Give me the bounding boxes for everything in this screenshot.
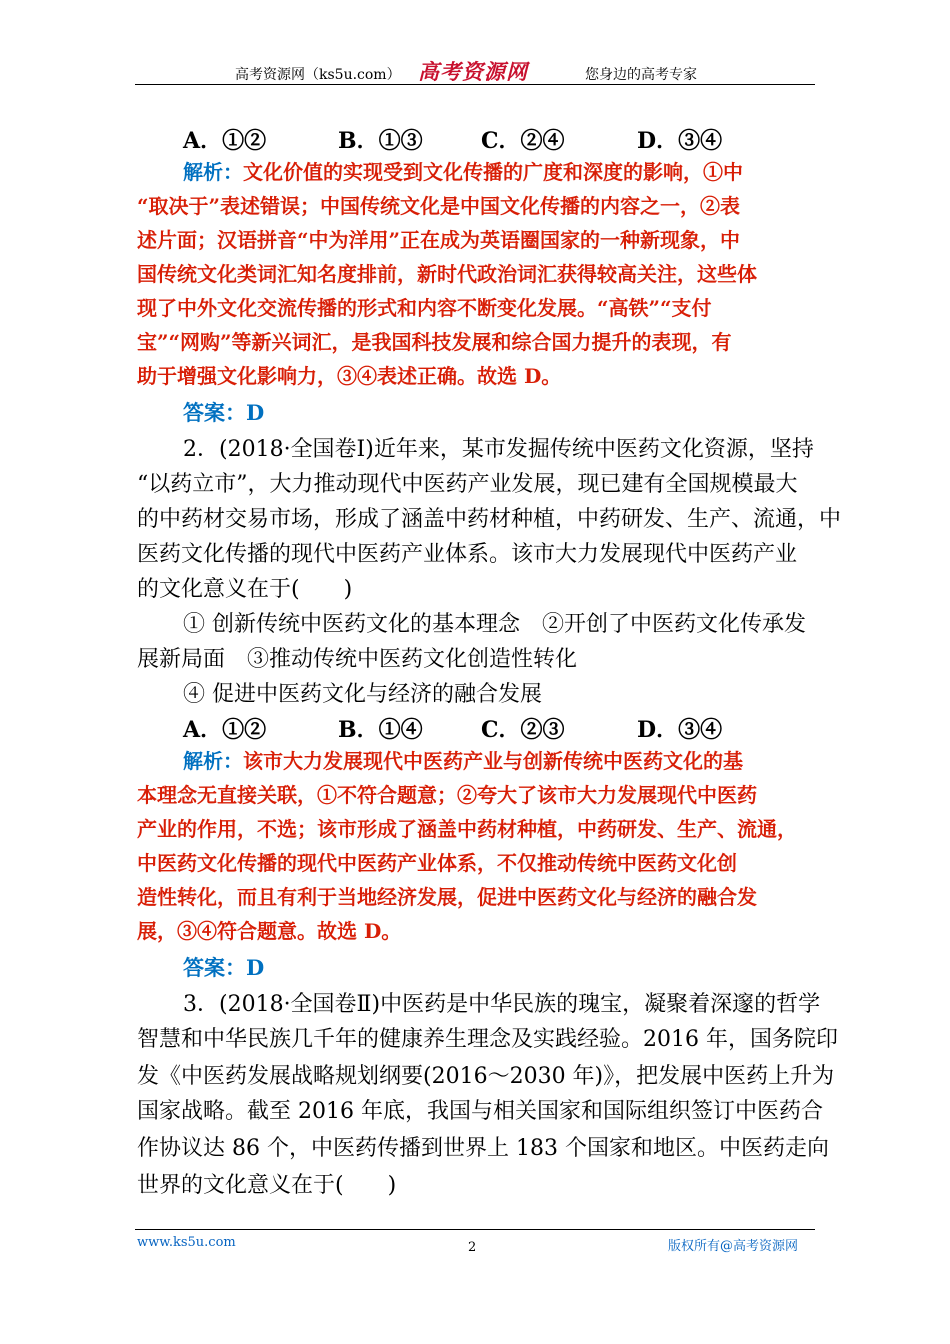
stem-line: 智慧和中华民族几千年的健康养生理念及实践经验。2016 年，国务院印 [137, 1027, 838, 1052]
stem-line: 发《中医药发展战略规划纲要(2016～2030 年)》，把发展中医药上升为 [137, 1064, 835, 1089]
q2-answer: 答案：D [183, 955, 265, 980]
stem-line: 的文化意义在于( ) [137, 577, 353, 602]
analysis-line: 该市大力发展现代中医药产业与创新传统中医药文化的基 [243, 749, 743, 773]
q1-option-c: C．②④ [481, 128, 565, 154]
stem-line: 世界的文化意义在于( ) [137, 1173, 397, 1198]
q2-option-a: A．①② [183, 717, 267, 743]
analysis-line: 展，③④符合题意。故选 D。 [137, 919, 402, 943]
q1-analysis-label: 解析： [183, 160, 243, 184]
q1-option-d: D．③④ [637, 128, 723, 154]
item-line: 展新局面 ③推动传统中医药文化创造性转化 [137, 647, 578, 672]
analysis-line: 造性转化，而且有利于当地经济发展，促进中医药文化与经济的融合发 [137, 885, 757, 909]
stem-line: 的中药材交易市场，形成了涵盖中药材种植，中药研发、生产、流通，中 [137, 507, 842, 532]
q1-option-a: A．①② [183, 128, 267, 154]
footer-site-link[interactable]: www.ks5u.com [137, 1235, 236, 1250]
q1-option-b: B．①③ [338, 128, 423, 154]
analysis-line: “取决于”表述错误；中国传统文化是中国文化传播的内容之一，②表 [137, 194, 741, 218]
analysis-line: 现了中外文化交流传播的形式和内容不断变化发展。“高铁”“支付 [137, 296, 712, 320]
footer-copyright: 版权所有@高考资源网 [668, 1239, 799, 1254]
header-site-name: 高考资源网（ks5u.com） [235, 67, 401, 83]
q2-analysis-label: 解析： [183, 749, 243, 773]
header-logo: 高考资源网 [418, 59, 528, 84]
stem-line: 作协议达 86 个，中医药传播到世界上 183 个国家和地区。中医药走向 [137, 1136, 829, 1161]
analysis-line: 文化价值的实现受到文化传播的广度和深度的影响，①中 [243, 160, 743, 184]
analysis-line: 国传统文化类词汇知名度排前，新时代政治词汇获得较高关注，这些体 [137, 262, 757, 286]
item-line: ① 创新传统中医药文化的基本理念 ②开创了中医药文化传承发 [183, 612, 806, 637]
analysis-line: 助于增强文化影响力，③④表述正确。故选 D。 [137, 364, 562, 388]
header-slogan: 您身边的高考专家 [585, 67, 697, 83]
q2-option-b: B．①④ [338, 717, 423, 743]
analysis-line: 述片面；汉语拼音“中为洋用”正在成为英语圈国家的一种新现象，中 [137, 228, 741, 252]
analysis-line: 本理念无直接关联，①不符合题意；②夸大了该市大力发展现代中医药 [137, 783, 757, 807]
page-number: 2 [468, 1240, 477, 1255]
stem-line: 医药文化传播的现代中医药产业体系。该市大力发展现代中医药产业 [137, 542, 798, 567]
stem-line: 2．(2018·全国卷Ⅰ)近年来，某市发掘传统中医药文化资源，坚持 [183, 437, 814, 462]
analysis-line: 宝”“网购”等新兴词汇，是我国科技发展和综合国力提升的表现，有 [137, 330, 732, 354]
stem-line: 3．(2018·全国卷Ⅱ)中医药是中华民族的瑰宝，凝聚着深邃的哲学 [183, 992, 821, 1017]
stem-line: “以药立市”，大力推动现代中医药产业发展，现已建有全国规模最大 [137, 472, 798, 497]
q2-option-c: C．②③ [481, 717, 565, 743]
analysis-line: 中医药文化传播的现代中医药产业体系，不仅推动传统中医药文化创 [137, 851, 737, 875]
analysis-line: 产业的作用，不选；该市形成了涵盖中药材种植，中药研发、生产、流通， [137, 817, 797, 841]
q1-answer: 答案：D [183, 400, 265, 425]
stem-line: 国家战略。截至 2016 年底，我国与相关国家和国际组织签订中医药合 [137, 1099, 823, 1124]
q2-option-d: D．③④ [637, 717, 723, 743]
item-line: ④ 促进中医药文化与经济的融合发展 [183, 682, 542, 707]
footer-rule [135, 1229, 815, 1230]
page-header [135, 60, 815, 85]
